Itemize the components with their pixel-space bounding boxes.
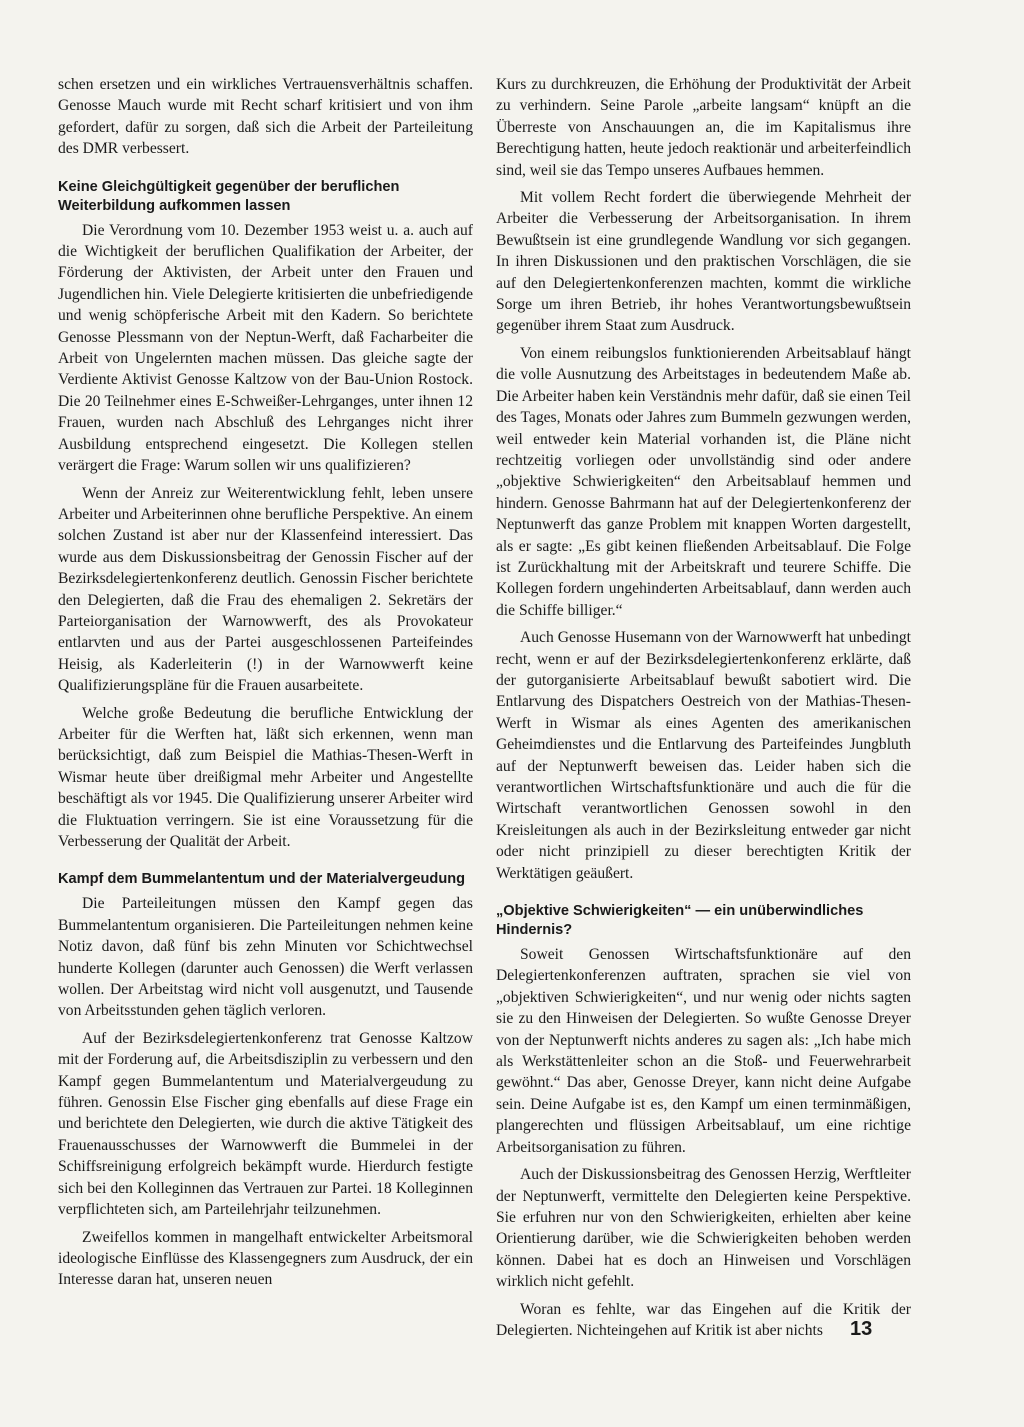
paragraph: Wenn der Anreiz zur Weiterentwicklung fehlt, leben unsere Arbeiter und Arbeiterinnen ohne berufliche Perspektive. An einem solchen Zustand ist aber nur der Klassenfeind interessiert. Das wurde aus dem Diskussionsbeitrag der Genossin Fischer auf der Bezirksdelegiertenkonferenz deutlich. Genossin Fischer berichtete den Delegierten, daß die Frau des ehemaligen 2. Sekretärs der Parteiorganisation der Warnowwerft, des als Provokateur entlarvten und aus der Partei ausgeschlossenen Parteifeindes Heisig, als Kaderleiterin (!) in der Warnowwerft keine Qualifizierungspläne für die Frauen ausarbeitete. <box>58 484 473 695</box>
section-heading: Kampf dem Bummelantentum und der Materialvergeudung <box>58 871 466 888</box>
right-column <box>496 74 911 1347</box>
paragraph: Auch Genosse Husemann von der Warnowwerft hat unbedingt recht, wenn er auf der Bezirksdelegiertenkonferenz erklärte, daß der gutorganisierte Arbeitsablauf bewußt sabotiert wird. Die Entlarvung des Dispatchers Oestreich von der Mathias-Thesen-Werft in Wismar als eines Agenten des amerikanischen Geheimdienstes und die Entlarvung des Parteifeindes Jungbluth auf der Neptunwerft beweisen das. Leider haben sich die verantwortlichen Wirtschaftsfunktionäre und auch die für die Wirtschaft verantwortlichen Genossen sowohl in den Kreisleitungen als auch in der Bezirksleitung entweder gar nicht oder nicht prinzipiell zu dieser berechtigten Kritik der Werktätigen geäußert. <box>496 629 911 882</box>
paragraph: Die Parteileitungen müssen den Kampf gegen das Bummelantentum organisieren. Die Parteileitungen nehmen keine Notiz davon, daß fünf bis zehn Minuten vor Schichtwechsel hunderte Kollegen (darunter auch Genossen) die Werft verlassen wollen. Der Arbeitstag wird nicht voll ausgenutzt, und Tausende von Arbeitsstunden gehen täglich verloren. <box>58 895 473 1020</box>
paragraph: Welche große Bedeutung die berufliche Entwicklung der Arbeiter für die Werften hat, läßt sich erkennen, wenn man berücksichtigt, daß zum Beispiel die Mathias-Thesen-Werft in Wismar heute über dreißigmal mehr Arbeiter und Angestellte beschäftigt als vor 1945. Die Qualifizierung unserer Arbeiter wird die Fluktuation verringern. Sie ist eine Voraussetzung für die Verbesserung der Qualität der Arbeit. <box>58 704 473 850</box>
paragraph: schen ersetzen und ein wirkliches Vertrauensverhältnis schaffen. Genosse Mauch wurde mit Recht scharf kritisiert und von ihm gefordert, dafür zu sorgen, daß sich die Arbeit der Parteileitung des DMR verbessert. <box>58 76 473 158</box>
page-number: 13 <box>850 1318 873 1340</box>
paragraph: Soweit Genossen Wirtschaftsfunktionäre auf den Delegiertenkonferenzen auftraten, sprachen sie viel von „objektiven Schwierigkeiten“, und nur wenig oder nichts sagten sie zu den Hinweisen der Delegierten. So wußte Genosse Dreyer von der Neptunwerft nichts anderes zu sagen als: „Ich habe mich als Werkstättenleiter schon an die Stoß- und Feuerwehrarbeit gewöhnt.“ Das aber, Genosse Dreyer, kann nicht deine Aufgabe sein. Deine Aufgabe ist es, den Kampf um einen terminmäßigen, plangerechten und flüssigen Arbeitsablauf, um eine richtige Arbeitsorganisation zu führen. <box>496 946 911 1156</box>
section-heading: „Objektive Schwierigkeiten“ — ein unüberwindliches Hindernis? <box>496 903 864 939</box>
paragraph: Kurs zu durchkreuzen, die Erhöhung der Produktivität der Arbeit zu verhindern. Seine Parole „arbeite langsam“ knüpft an die Überreste von Anschauungen an, die im Kapitalismus ihre Berechtigung hatten, heute jedoch reaktionär und arbeiterfeindlich sind, weil sie das Tempo unseres Aufbaues hemmen. <box>496 76 911 179</box>
paragraph: Von einem reibungslos funktionierenden Arbeitsablauf hängt die volle Ausnutzung des Arbeitstages in bedeutendem Maße ab. Die Arbeiter haben kein Verständnis mehr dafür, daß sie einen Teil des Tages, Monats oder Jahres zum Bummeln gezwungen werden, weil entweder kein Material vorhanden ist, die Pläne nicht rechtzeitig vorliegen oder unvollständig sind oder andere „objektive Schwierigkeiten“ den Arbeitsablauf hemmen und hindern. Genosse Bahrmann hat auf der Delegiertenkonferenz der Neptunwerft das ganze Problem mit knappen Worten dargestellt, als er sagte: „Es gibt keinen fließenden Arbeitsablauf. Die Folge ist Zurückhaltung mit der Arbeitskraft und teurere Schiffe. Die Kollegen fordern ungehinderten Arbeitsablauf, dann werden auch die Schiffe billiger.“ <box>496 344 911 619</box>
left-column <box>58 74 473 1297</box>
paragraph: Die Verordnung vom 10. Dezember 1953 weist u. a. auch auf die Wichtigkeit der beruflichen Qualifikation der Arbeiter, der Förderung der Aktivisten, der Arbeit unter den Frauen und Jugendlichen hin. Viele Delegierte kritisierten die unbefriedigende und wenig schöpferische Arbeit mit den Kadern. So berichtete Genosse Plessmann von der Neptun-Werft, daß Facharbeiter die Arbeit von Ungelernten machen müssen. Das gleiche sagte der Verdiente Aktivist Genosse Kaltzow von der Bau-Union Rostock. Die 20 Teilnehmer eines E-Schweißer-Lehrganges, unter ihnen 12 Frauen, wurden nach Abschluß des Lehrganges nicht ihrer Ausbildung entsprechend eingesetzt. Die Kollegen stellen verärgert die Frage: Warum sollen wir uns qualifizieren? <box>58 221 473 475</box>
paragraph: Zweifellos kommen in mangelhaft entwickelter Arbeitsmoral ideologische Einflüsse des Klassengegners zum Ausdruck, der ein Interesse daran hat, unseren neuen <box>58 1228 473 1289</box>
paragraph: Woran es fehlte, war das Eingehen auf die Kritik der Delegierten. Nichteingehen auf Kritik ist aber nichts <box>496 1300 911 1339</box>
paragraph: Auch der Diskussionsbeitrag des Genossen Herzig, Werftleiter der Neptunwerft, vermittelte den Delegierten keine Perspektive. Sie erfuhren nur von den Schwierigkeiten, erhielten aber keine Orientierung darüber, wie die Schwierigkeiten behoben werden können. Dabei hat es doch an Hinweisen und Vorschlägen wirklich nicht gefehlt. <box>496 1166 911 1291</box>
paragraph: Auf der Bezirksdelegiertenkonferenz trat Genosse Kaltzow mit der Forderung auf, die Arbeitsdisziplin zu verbessern und den Kampf gegen Bummelantentum und Materialvergeudung zu führen. Genossin Else Fischer ging ebenfalls auf diese Frage ein und berichtete den Delegierten, wie durch die aktive Tätigkeit des Frauenausschusses der Warnowwerft die Bummelei in der Schiffsreinigung erfolgreich bekämpft wurde. Hierdurch festigte sich bei den Kolleginnen das Vertrauen zur Partei. 18 Kolleginnen verpflichteten sich, am Parteilehrjahr teilzunehmen. <box>58 1029 473 1219</box>
paragraph: Mit vollem Recht fordert die überwiegende Mehrheit der Arbeiter die Verbesserung der Arbeitsorganisation. In ihrem Bewußtsein ist eine grundlegende Wandlung vor sich gegangen. In ihren Diskussionen und den praktischen Vorschlägen, die sie auf den Delegiertenkonferenzen machten, kommt die wirkliche Sorge um ihren Betrieb, ihr hohes Verantwortungsbewußtsein gegenüber ihrem Staat zum Ausdruck. <box>496 189 911 335</box>
section-heading: Keine Gleichgültigkeit gegenüber der beruflichen Weiterbildung aufkommen lassen <box>58 178 400 214</box>
